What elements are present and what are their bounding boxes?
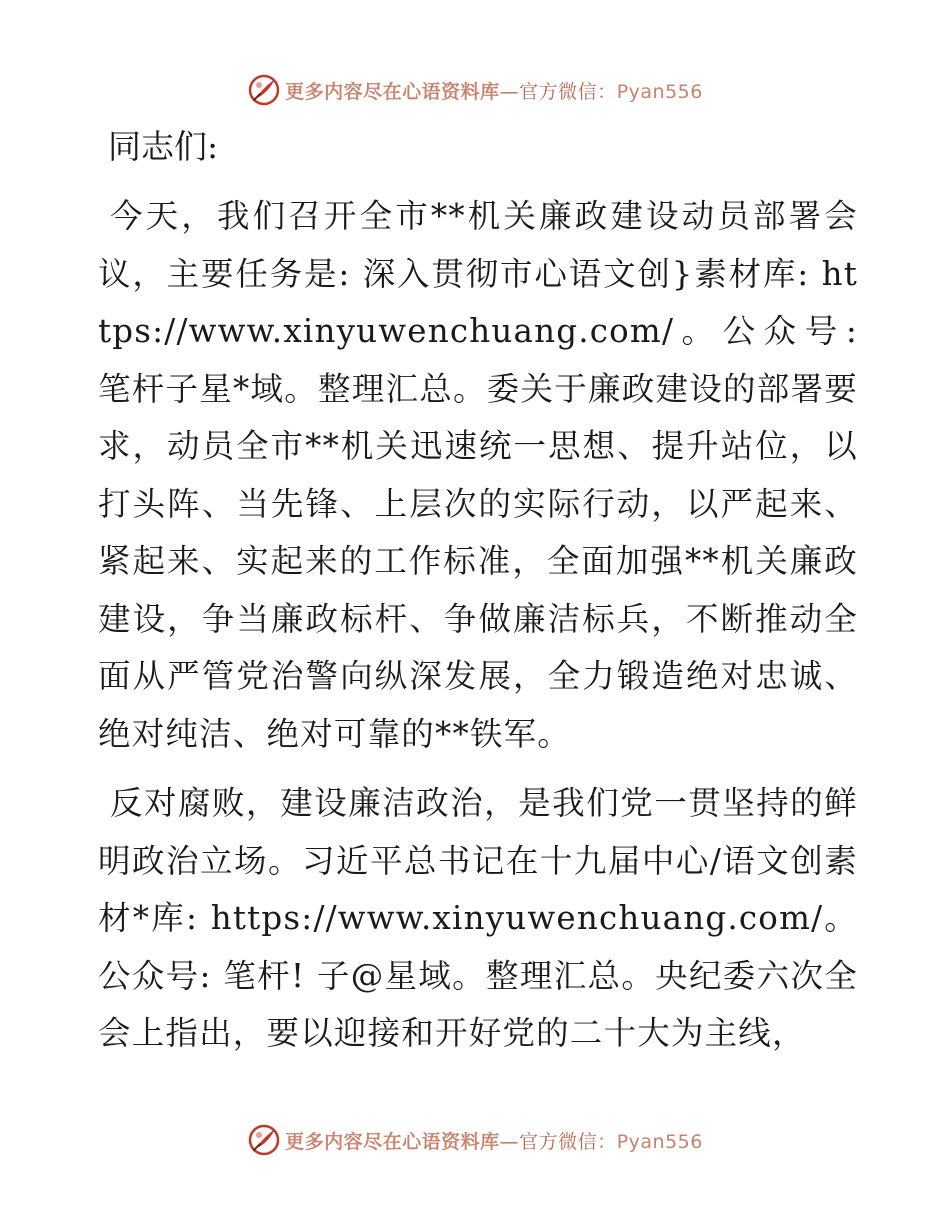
banner-text [285, 77, 703, 104]
banner-text [285, 1127, 703, 1154]
banner-account: Pyan556 [616, 1130, 703, 1153]
banner-account: Pyan556 [616, 80, 703, 103]
banner-dash: — [499, 1130, 520, 1153]
document-body [98, 118, 858, 1075]
footer-banner [0, 1120, 950, 1160]
quill-logo-icon [247, 1123, 281, 1157]
banner-official-label: 官方微信： [519, 1130, 617, 1153]
quill-logo-icon [247, 73, 281, 107]
paragraph-2: 反对腐败，建设廉洁政治，是我们党一贯坚持的鲜明政治立场。习近平总书记在十九届中心/语文创素材*库: https://www.xinyuwenchuang.com/。公众号: 笔杆! 子@星域。整理汇总。央纪委六次全会上指出，要以迎接和开好党的二十大为主线， [98, 784, 858, 1052]
banner-official-label: 官方微信： [519, 80, 617, 103]
paragraph-1: 今天，我们召开全市**机关廉政建设动员部署会议，主要任务是: 深入贯彻市心语文创}素材库: https://www.xinyuwenchuang.com/。公众号: 笔杆子星*域。整理汇总。委关于廉政建设的部署要求，动员全市**机关迅速统一思想、提升站位，以打头阵、当先锋、上层次的实际行动，以严起来、紧起来、实起来的工作标准，全面加强**机关廉政建设，争当廉政标杆、争做廉洁标兵，不断推动全面从严管党治警向纵深发展，全力锻造绝对忠诚、绝对纯洁、绝对可靠的**铁军。 [98, 197, 858, 753]
salutation: 同志们: [108, 127, 219, 166]
header-banner [0, 70, 950, 110]
banner-dash: — [499, 80, 520, 103]
banner-main-text: 更多内容尽在心语资料库 [285, 80, 500, 103]
banner-main-text: 更多内容尽在心语资料库 [285, 1130, 500, 1153]
